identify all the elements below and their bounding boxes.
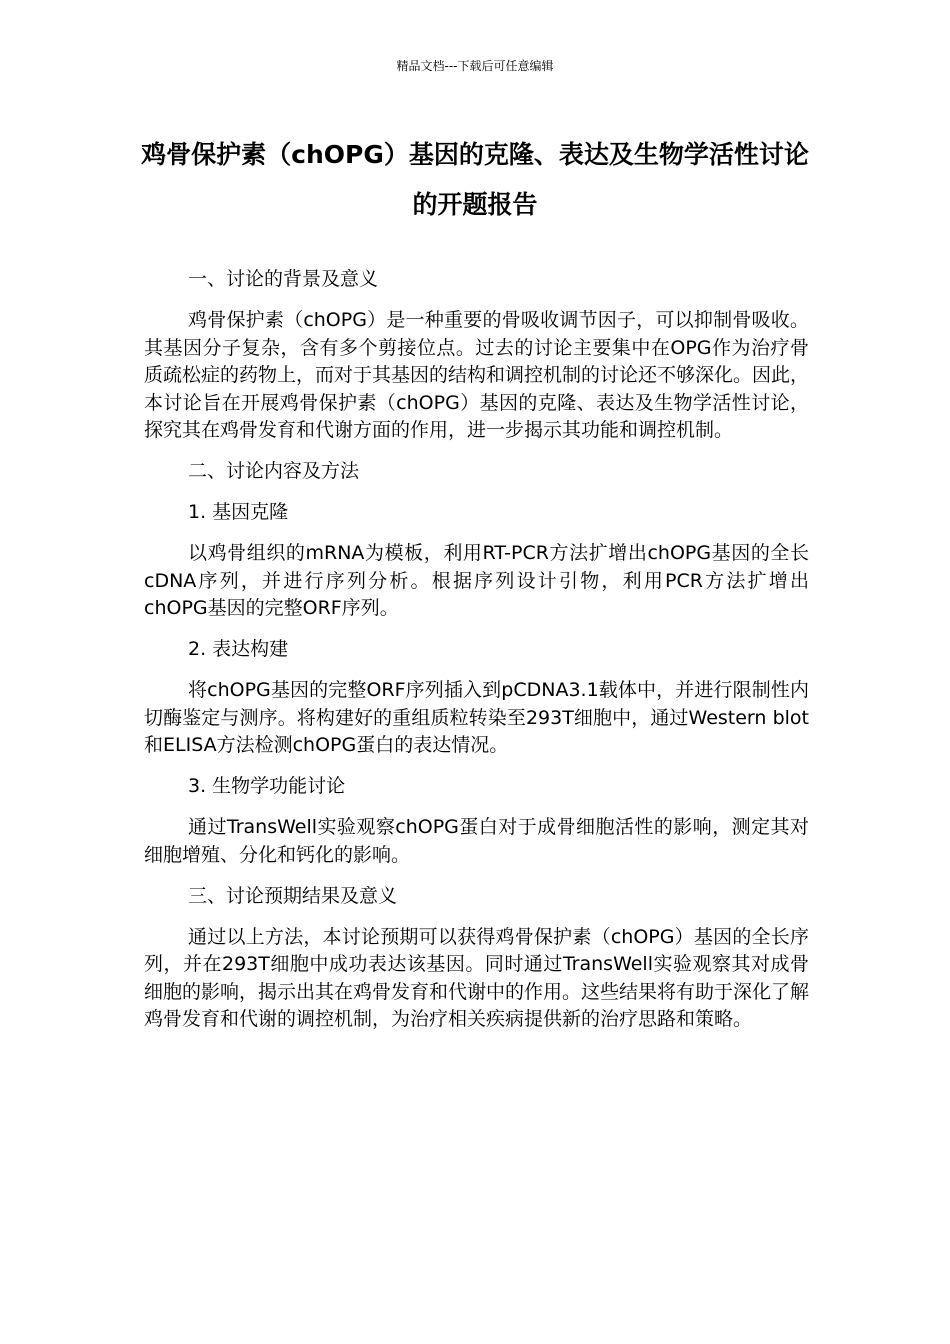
paragraph-gene-cloning: 以鸡骨组织的mRNA为模板，利用RT-PCR方法扩增出chOPG基因的全长cDNA序列，并进行序列分析。根据序列设计引物，利用PCR方法扩增出chOPG基因的完整ORF序列。 [144,542,809,619]
document-title: 鸡骨保护素（chOPG）基因的克隆、表达及生物学活性讨论的开题报告 [141,140,809,219]
paragraph-expression: 将chOPG基因的完整ORF序列插入到pCDNA3.1载体中，并进行限制性内切酶鉴定与测序。将构建好的重组质粒转染至293T细胞中，通过Western blot和ELISA方法检测chOPG蛋白的表达情况。 [144,679,809,756]
section-heading-background: 一、讨论的背景及意义 [188,268,379,290]
section-heading-expected-results: 三、讨论预期结果及意义 [188,884,398,907]
header-note: 精品文档---下载后可任意编辑 [396,59,554,73]
subheading-biological-function: 3. 生物学功能讨论 [188,775,346,797]
paragraph-biological-function: 通过TransWell实验观察chOPG蛋白对于成骨细胞活性的影响，测定其对细胞增殖、分化和钙化的影响。 [144,816,809,866]
paragraph-background: 鸡骨保护素（chOPG）是一种重要的骨吸收调节因子，可以抑制骨吸收。其基因分子复杂，含有多个剪接位点。过去的讨论主要集中在OPG作为治疗骨质疏松症的药物上，而对于其基因的结构和调控机制的讨论还不够深化。因此，本讨论旨在开展鸡骨保护素（chOPG）基因的克隆、表达及生物学活性讨论，探究其在鸡骨发育和代谢方面的作用，进一步揭示其功能和调控机制。 [144,309,810,441]
section-heading-methods: 二、讨论内容及方法 [188,460,360,482]
document-body [144,266,809,1047]
paragraph-expected-results: 通过以上方法，本讨论预期可以获得鸡骨保护素（chOPG）基因的全长序列，并在293T细胞中成功表达该基因。同时通过TransWell实验观察其对成骨细胞的影响，揭示出其在鸡骨发育和代谢中的作用。这些结果将有助于深化了解鸡骨发育和代谢的调控机制，为治疗相关疾病提供新的治疗思路和策略。 [144,925,810,1030]
subheading-expression: 2. 表达构建 [188,638,289,660]
subheading-gene-cloning: 1. 基因克隆 [188,501,289,523]
